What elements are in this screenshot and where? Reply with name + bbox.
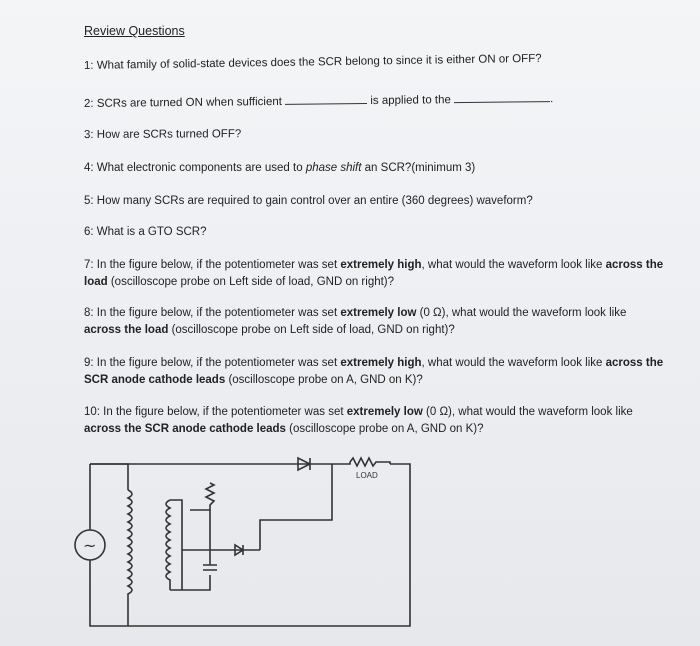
- question-8-bold-1: extremely low: [340, 307, 417, 319]
- gate-network-wire: [170, 464, 332, 590]
- question-4-emphasis: phase shift: [305, 162, 362, 174]
- question-10-part-a: 10: In the figure below, if the potentiometer was set: [84, 406, 344, 418]
- transformer-secondary: [166, 500, 170, 590]
- question-3: 3: How are SCRs turned OFF?: [83, 128, 242, 141]
- load-label: LOAD: [356, 471, 378, 480]
- question-2-end: .: [550, 93, 554, 106]
- question-7-part-a: 7: In the figure below, if the potentiometer was set: [84, 259, 338, 271]
- question-10-part-c: (0 Ω), what would the waveform look like: [426, 406, 633, 418]
- transformer-primary: [128, 490, 132, 600]
- question-10-part-e: (oscilloscope probe on A, GND on K)?: [289, 422, 484, 435]
- question-7-part-e: (oscilloscope probe on Left side of load, GND on right)?: [110, 275, 395, 288]
- circuit-main-wire: [90, 462, 410, 626]
- question-4: [84, 160, 664, 177]
- capacitor: [203, 565, 217, 570]
- question-4-part-a: 4: What electronic components are used to: [84, 162, 303, 174]
- load-resistor: [350, 458, 390, 466]
- question-8-bold-2: across the load: [84, 323, 169, 336]
- question-10-bold-1: extremely low: [346, 406, 423, 418]
- question-7-bold-2: across the load: [84, 259, 664, 288]
- question-2-part-a: 2: SCRs are turned ON when sufficient: [83, 95, 282, 110]
- question-7: [84, 257, 664, 290]
- scr-circuit-diagram: [60, 450, 420, 635]
- page-title: Review Questions: [84, 24, 185, 38]
- question-9-bold-1: extremely high: [340, 357, 422, 369]
- question-4-part-c: an SCR?(minimum 3): [364, 162, 476, 174]
- question-5: 5: How many SCRs are required to gain control over an entire (360 degrees) waveform?: [84, 195, 533, 207]
- question-9-part-c: , what would the waveform look like: [421, 357, 603, 369]
- question-1: 1: What family of solid-state devices does the SCR belong to since it is either ON or OFF?: [83, 52, 542, 72]
- question-9-part-a: 9: In the figure below, if the potentiometer was set: [84, 357, 338, 369]
- potentiometer: [206, 483, 214, 510]
- question-7-part-c: , what would the waveform look like: [421, 259, 603, 271]
- question-7-bold-1: extremely high: [340, 259, 422, 271]
- question-9-part-e: (oscilloscope probe on A, GND on K)?: [228, 373, 423, 386]
- question-8: [84, 305, 664, 338]
- question-8-part-a: 8: In the figure below, if the potentiometer was set: [84, 307, 338, 319]
- question-10: [84, 404, 664, 437]
- question-2-part-b: is applied to the: [370, 94, 451, 108]
- question-9: [84, 355, 664, 388]
- question-8-part-c: (0 Ω), what would the waveform look like: [419, 307, 627, 319]
- question-6: 6: What is a GTO SCR?: [84, 226, 207, 238]
- question-8-part-e: (oscilloscope probe on Left side of load, GND on right)?: [171, 323, 455, 336]
- question-2: [84, 90, 664, 113]
- answer-blank-2: [454, 101, 550, 103]
- question-9-bold-2: across the SCR anode cathode leads: [84, 357, 664, 386]
- question-10-bold-2: across the SCR anode cathode leads: [84, 422, 286, 435]
- ac-source-symbol: ~: [83, 536, 97, 555]
- answer-blank-1: [285, 103, 367, 105]
